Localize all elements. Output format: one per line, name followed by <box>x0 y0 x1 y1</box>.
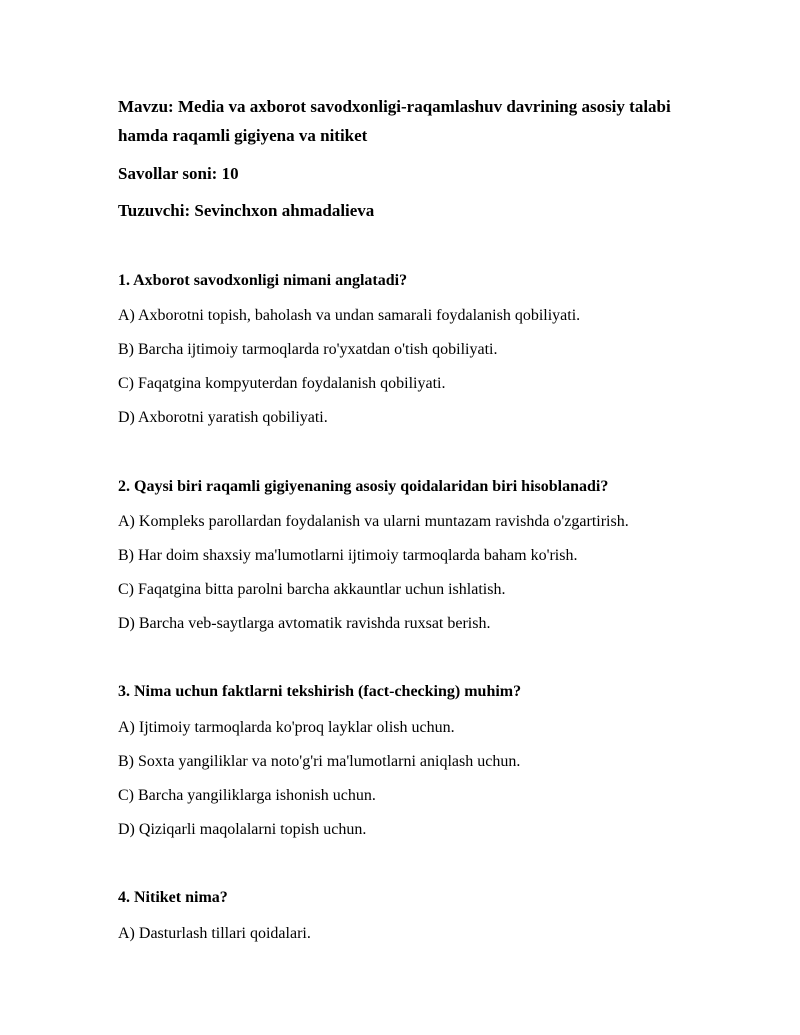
question-2-option-a: A) Kompleks parollardan foydalanish va ularni muntazam ravishda o'zgartirish. <box>118 512 629 530</box>
question-3 <box>118 682 682 839</box>
question-1-option-a: A) Axborotni topish, baholash va undan samarali foydalanish qobiliyati. <box>118 306 581 324</box>
question-3-option-d: D) Qiziqarli maqolalarni topish uchun. <box>118 821 367 839</box>
question-2-title: 2. Qaysi biri raqamli gigiyenaning asosiy qoidalaridan biri hisoblanadi? <box>118 477 609 495</box>
question-4-title: 4. Nitiket nima? <box>118 889 228 907</box>
document-title: Mavzu: Media va axborot savodxonligi-raqamlashuv davrining asosiy talabi hamda raqamli gigiyena va nitiket <box>118 97 671 145</box>
question-3-title: 3. Nima uchun faktlarni tekshirish (fact-checking) muhim? <box>118 683 522 701</box>
question-3-option-c: C) Barcha yangiliklarga ishonish uchun. <box>118 787 376 804</box>
question-2-option-d: D) Barcha veb-saytlarga avtomatik ravishda ruxsat berish. <box>118 615 491 633</box>
question-1-title: 1. Axborot savodxonligi nimani anglatadi? <box>118 271 408 289</box>
question-1-option-c: C) Faqatgina kompyuterdan foydalanish qobiliyati. <box>118 375 446 393</box>
question-4-option-a: A) Dasturlash tillari qoidalari. <box>118 924 311 942</box>
question-1-option-b: B) Barcha ijtimoiy tarmoqlarda ro'yxatdan o'tish qobiliyati. <box>118 340 498 358</box>
question-1 <box>118 271 682 428</box>
question-3-option-b: B) Soxta yangiliklar va noto'g'ri ma'lumotlarni aniqlash uchun. <box>118 752 521 770</box>
question-2 <box>118 477 682 634</box>
question-2-option-c: C) Faqatgina bitta parolni barcha akkauntlar uchun ishlatish. <box>118 581 506 599</box>
question-2-option-b: B) Har doim shaxsiy ma'lumotlarni ijtimoiy tarmoqlarda baham ko'rish. <box>118 546 578 564</box>
question-1-option-d: D) Axborotni yaratish qobiliyati. <box>118 409 328 427</box>
question-3-option-a: A) Ijtimoiy tarmoqlarda ko'proq layklar olish uchun. <box>118 718 455 736</box>
author-line: Tuzuvchi: Sevinchxon ahmadalieva <box>118 201 375 221</box>
questions-count-line: Savollar soni: 10 <box>118 163 239 183</box>
question-4 <box>118 888 682 942</box>
